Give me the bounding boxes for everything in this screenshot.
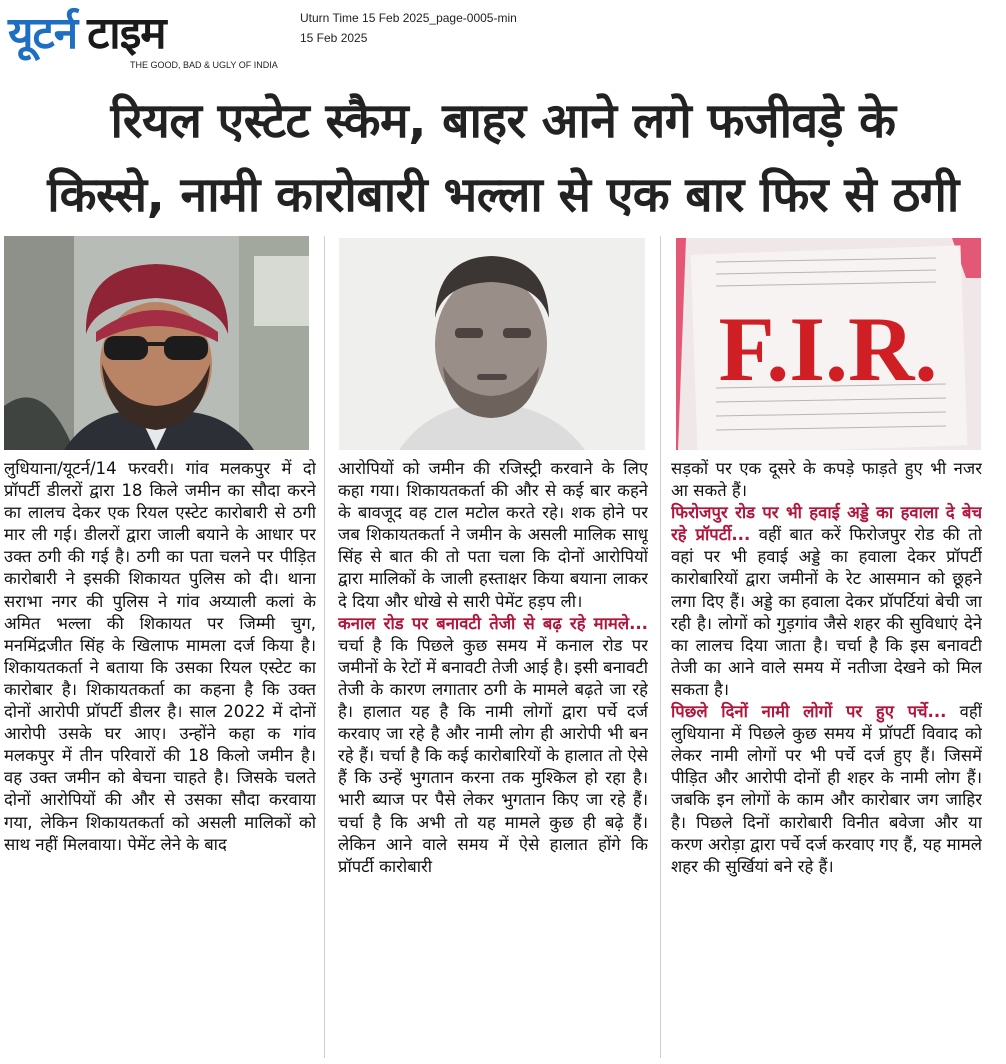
col2-paragraph-2 [338,613,648,878]
col2-paragraph-1: आरोपियों को जमीन की रजिस्ट्री करवाने के लिए कहा गया। शिकायतकर्ता की और से कई बार कहने के बावजूद वह टाल मटोल करते रहे। शक होने पर जब शिकायतकर्ता ने जमीन के असली मालिक साधू सिंह से बात की तो पता चला कि दोनों आरोपियों द्वारा मालिकों के जाली हस्ताक्षर किया बयाना लाकर दे दिया और धोखे से सारी पेमेंट हड़प ली। [338,459,648,611]
fir-image [676,238,981,450]
col3-paragraph-2 [671,502,982,701]
column-divider-2 [660,236,661,1058]
headline-line-1: रियल एस्टेट स्कैम, बाहर आने लगे फजीवड़े के [110,93,896,149]
headline-line-2: किस्से, नामी कारोबारी भल्ला से एक बार फिर से ठगी [47,167,959,223]
col2-body: चर्चा है कि पिछले कुछ समय में कनाल रोड पर जमीनों के रेटों में बनावटी तेजी आई है। इसी बनावटी तेजी के कारण लगातार ठगी के मामले बढ़ते जा रहे है। हालात यह है कि नामी लोगों द्वारा पर्चे दर्ज करवाए जा रहे है और नामी लोग ही आरोपी भी बन रहे हैं। चर्चा है कि कई कारोबारियों के हालात तो ऐसे हैं कि उन्हें भुगतान करना तक मुश्किल हो रहा है। भारी ब्याज पर पैसे लेकर भुगतान किए जा रहे हैं। चर्चा है कि अभी तो यह मामले कुछ ही बढ़े हैं। लेकिन आने वाले समय में ऐसे हालात होंगे कि प्रॉपर्टी कारोबारी [338,635,648,876]
col3-body-2: वहीं लुधियाना में पिछले कुछ समय में प्रॉपर्टी विवाद को लेकर नामी लोगों पर भी पर्चे दर्ज हुए हैं। जिसमें पीड़ित और आरोपी दोनों ही शहर के नामी लोग हैं। जबकि इन लोगों के काम और कारोबार जग जाहिर है। पिछले दिनों कारोबारी विनीत बवेजा और या करण अरोड़ा द्वारा पर्चे दर्ज करवाए गए हैं, यह मामले शहर की सुर्खियां बने रहे हैं। [671,702,982,876]
businessman-image [4,236,309,450]
col3-paragraph-1: सड़कों पर एक दूसरे के कपड़े फाड़ते हुए भी नजर आ सकते हैं। [671,459,982,501]
col3-subhead-2: पिछले दिनों नामी लोगों पर हुए पर्चे... [671,702,947,722]
article-headline [0,84,1006,232]
masthead [0,0,1006,80]
photo-fir-document [676,238,981,450]
fir-stamp-text: F.I.R. [718,298,938,400]
issue-date: 15 Feb 2025 [300,31,368,45]
column-divider-1 [324,236,325,1058]
col3-subhead-1: फिरोजपुर रोड पर भी हवाई अड्डे का हवाला दे बेच रहे प्रॉपर्टी... [671,503,982,545]
newspaper-logo [8,6,294,72]
col3-paragraph-3 [671,701,982,878]
col3-body-1: वहीं बात करें फिरोजपुर रोड की तो वहां पर भी हवाई अड्डे का हवाला देकर प्रॉपर्टी कारोबारियों द्वारा जमीनों के रेट आसमान को छूहने लगा दिए हैं। अड्डे का हवाला देकर प्रॉपर्टियां बेची जा रही है। लोगों को गुड़गांव जैसे शहर की सुविधाएं देने का लालच दिया जाता है। चर्चा है कि इस बनावटी तेजी का आने वाले समय में नतीजा देखने को मिल सकता है। [671,525,982,699]
logo-word-time: टाइम [87,8,166,59]
photo-accused [339,238,645,450]
article-column-3 [671,458,982,1058]
logo-word-uturn: यूटर्न [8,8,78,59]
article-column-2 [338,458,648,1058]
page-meta [300,8,517,48]
col2-subhead: कनाल रोड पर बनावटी तेजी से बढ़ रहे मामले... [338,613,648,633]
file-title: Uturn Time 15 Feb 2025_page-0005-min [300,11,517,25]
accused-image [339,238,645,450]
article-column-1 [4,458,316,1058]
photo-businessman [4,236,309,450]
col1-paragraph: लुधियाना/यूटर्न/14 फरवरी। गांव मलकपुर में दो प्रॉपर्टी डीलरों द्वारा 18 किले जमीन का सौदा करने का लालच देकर एक रियल एस्टेट कारोबारी से ठगी मार ली गई। डीलरों द्वारा जाली बयाने के आधार पर उक्त ठगी की गई है। ठगी का पता चलने पर पीड़ित कारोबारी ने इसकी शिकायत पुलिस को दी। थाना सराभा नगर की पुलिस ने गांव अय्याली कलां के अमित भल्ला की शिकायत पर जिम्मी चुग, मनमिंद्रजीत सिंह के खिलाफ मामला दर्ज किया है। शिकायतकर्ता ने बताया कि उसका रियल एस्टेट का कारोबार है। शिकायतकर्ता का कहना है कि उक्त दोनों आरोपी प्रॉपर्टी डीलर है। साल 2022 में दोनों आरोपी उसके घर आए। उन्होंने कहा क गांव मलकपुर में तीन परिवारों की 18 किलो जमीन है। वह उक्त जमीन को बेचना चाहते है। जिसके चलते दोनों आरोपियों की और से उसका सौदा करवाया गया, लेकिन शिकायतकर्ता को असली मालिकों को साथ नहीं मिलवाया। पेमेंट लेने के बाद [4,459,316,854]
logo-tagline: THE GOOD, BAD & UGLY OF INDIA [130,60,278,70]
